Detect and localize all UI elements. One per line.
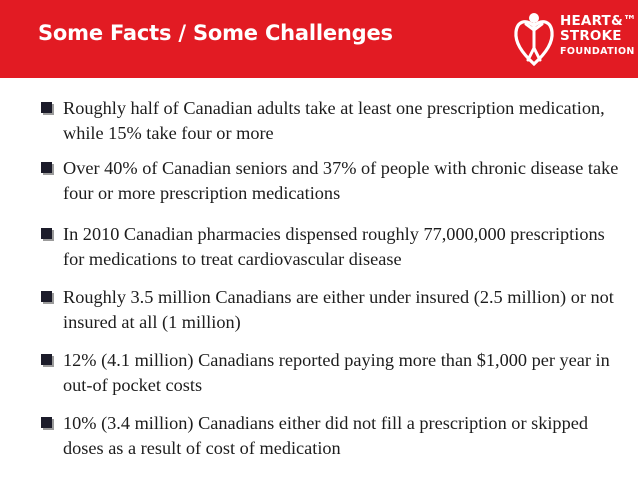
heart-stroke-logo-icon bbox=[513, 8, 555, 70]
bullet-text: Over 40% of Canadian seniors and 37% of people with chronic disease take four or more prescription medications bbox=[63, 158, 619, 203]
bullet-text: 12% (4.1 million) Canadians reported paying more than $1,000 per year in out-of pocket costs bbox=[63, 350, 610, 395]
logo-line-heart: HEART&™ bbox=[560, 13, 637, 29]
logo-text bbox=[560, 14, 637, 59]
square-bullet-icon bbox=[41, 417, 52, 428]
header-bar bbox=[0, 0, 638, 78]
bullet-text: In 2010 Canadian pharmacies dispensed roughly 77,000,000 prescriptions for medications to treat cardiovascular disease bbox=[63, 224, 605, 269]
square-bullet-icon bbox=[41, 102, 52, 113]
logo-line-foundation: FOUNDATION bbox=[560, 46, 635, 57]
square-bullet-icon bbox=[41, 291, 52, 302]
square-bullet-icon bbox=[41, 162, 52, 173]
bullet-text: Roughly 3.5 million Canadians are either under insured (2.5 million) or not insured at all (1 million) bbox=[63, 287, 614, 332]
slide-title: Some Facts / Some Challenges bbox=[38, 21, 393, 45]
square-bullet-icon bbox=[41, 228, 52, 239]
square-bullet-icon bbox=[41, 354, 52, 365]
bullet-text: Roughly half of Canadian adults take at least one prescription medication, while 15% take four or more bbox=[63, 98, 605, 143]
logo-line-stroke: STROKE bbox=[560, 28, 622, 44]
bullet-text: 10% (3.4 million) Canadians either did not fill a prescription or skipped doses as a result of cost of medication bbox=[63, 413, 588, 458]
heart-stroke-logo bbox=[513, 8, 637, 70]
